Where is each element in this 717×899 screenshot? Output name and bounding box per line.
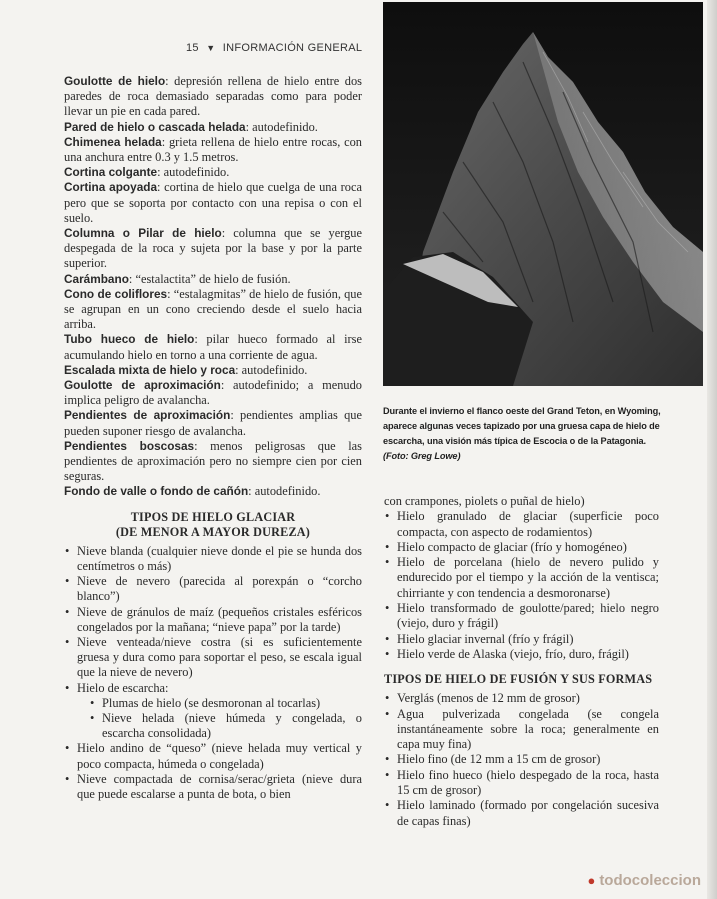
glossary-entry: Carámbano: “estalactita” de hielo de fusión. [64, 271, 291, 286]
fusion-list [384, 691, 659, 829]
glossary-entry: Cortina colgante: autodefinido. [64, 165, 230, 180]
sub-list-item: • Plumas de hielo (se desmoronan al tocarlas) [64, 696, 362, 711]
triangle-down-icon: ▼ [206, 43, 216, 53]
fusion-section-heading: TIPOS DE HIELO DE FUSIÓN Y SUS FORMAS [384, 672, 653, 687]
glossary-entry: Pendientes boscosas: menos peligrosas que las pendientes de aproximación pero no siempre cien por cien seguras. [64, 438, 362, 484]
glossary-entry: Cono de coliflores: “estalagmitas” de hielo de fusión, que se agrupan en un cono creciendo desde el suelo hacia arriba. [64, 286, 362, 332]
list-item: • Hielo fino hueco (hielo despegado de la roca, hasta 15 cm de grosor) [384, 768, 659, 799]
glossary-entry: Fondo de valle o fondo de cañón: autodefinido. [64, 484, 321, 499]
list-item: • Hielo andino de “queso” (nieve helada muy vertical y poco compacta, húmeda o congelada) [64, 741, 362, 771]
photo-caption [383, 404, 673, 464]
photo-credit: (Foto: Greg Lowe) [383, 451, 461, 461]
list-item: • Hielo laminado (formado por congelación sucesiva de capas finas) [384, 798, 659, 829]
watermark [587, 872, 701, 889]
list-item: • Agua pulverizada congelada (se congela instantáneamente sobre la roca; generalmente en capa muy fina) [384, 707, 659, 753]
section-title: INFORMACIÓN GENERAL [222, 42, 363, 54]
glossary-entry: Pendientes de aproximación: pendientes amplias que pueden suponer riesgo de avalancha. [64, 408, 362, 438]
list-item: • Hielo transformado de goulotte/pared; hielo negro (viejo, duro y frágil) [384, 601, 659, 632]
list-item: • Hielo verde de Alaska (viejo, frío, duro, frágil) [384, 647, 659, 662]
glossary-entry: Columna o Pilar de hielo: columna que se yergue despegada de la roca y sujeta por la base y por la parte superior. [64, 226, 363, 271]
page-number: 15 [186, 42, 199, 54]
list-item: • Nieve venteada/nieve costra (si es suficientemente gruesa y dura como para soportar el peso, se escala igual que la nieve de nevero) [64, 635, 362, 681]
page-edge [707, 0, 717, 899]
list-item: • Hielo de escarcha: [64, 681, 362, 696]
glossary [64, 74, 362, 500]
left-column [64, 74, 362, 802]
mountain-photo [383, 2, 703, 386]
list-item: • Hielo fino (de 12 mm a 15 cm de grosor) [384, 752, 659, 767]
glaciar-list-continued [384, 509, 659, 662]
list-item: • Hielo compacto de glaciar (frío y homogéneo) [384, 540, 659, 555]
watermark-text: todocoleccion [599, 872, 701, 889]
right-column [384, 494, 659, 829]
glossary-entry: Goulotte de hielo: depresión rellena de hielo entre dos paredes de roca demasiado separadas como para poder llevar un pie en cada pared. [64, 74, 362, 119]
caption-text: Durante el invierno el flanco oeste del Grand Teton, en Wyoming, aparece algunas veces tapizado por una gruesa capa de hielo de escarcha, una visión más típica de Escocia o de la Patagonia. [383, 406, 661, 446]
glaciar-list [64, 544, 362, 802]
list-item: • Nieve blanda (cualquier nieve donde el pie se hunda dos centímetros o más) [64, 544, 362, 574]
list-item: • Hielo glaciar invernal (frío y frágil) [384, 632, 659, 647]
list-item: • Nieve de gránulos de maíz (pequeños cristales esféricos congelados por la mañana; “nieve papa” por la tarde) [64, 605, 362, 635]
glossary-entry: Tubo hueco de hielo: pilar hueco formado al irse acumulando hielo en torno a una corriente de agua. [64, 332, 362, 362]
glossary-entry: Pared de hielo o cascada helada: autodefinido. [64, 119, 318, 134]
glaciar-section-heading: TIPOS DE HIELO GLACIAR (DE MENOR A MAYOR DUREZA) [115, 509, 311, 539]
todocoleccion-logo-icon: ● [587, 873, 596, 888]
list-item: • Hielo de porcelana (hielo de nevero pulido y endurecido por el tiempo y la acción de la ventisca; chirriante y con tendencia a desmoronarse) [384, 555, 659, 601]
list-item: • Hielo granulado de glaciar (superficie poco compacta, con aspecto de rodamientos) [384, 509, 659, 540]
sub-list-item: • Nieve helada (nieve húmeda y congelada, o escarcha consolidada) [64, 711, 362, 741]
glossary-entry: Chimenea helada: grieta rellena de hielo entre rocas, con una anchura entre 0.3 y 1.5 metros. [64, 134, 363, 165]
list-item: • Nieve de nevero (parecida al porexpán o “corcho blanco”) [64, 574, 362, 604]
list-item: • Verglás (menos de 12 mm de grosor) [384, 691, 659, 706]
running-header [186, 42, 362, 54]
glossary-entry: Goulotte de aproximación: autodefinido; a menudo implica peligro de avalancha. [64, 378, 362, 408]
continuation-text: con crampones, piolets o puñal de hielo) [384, 494, 585, 508]
glossary-entry: Cortina apoyada: cortina de hielo que cuelga de una roca pero que se soporta por contacto con una repisa o con el suelo. [64, 180, 362, 225]
glossary-entry: Escalada mixta de hielo y roca: autodefinido. [64, 362, 308, 377]
list-item: • Nieve compactada de cornisa/serac/grieta (nieve dura que puede escalarse a punta de bota, o bien [64, 772, 362, 802]
